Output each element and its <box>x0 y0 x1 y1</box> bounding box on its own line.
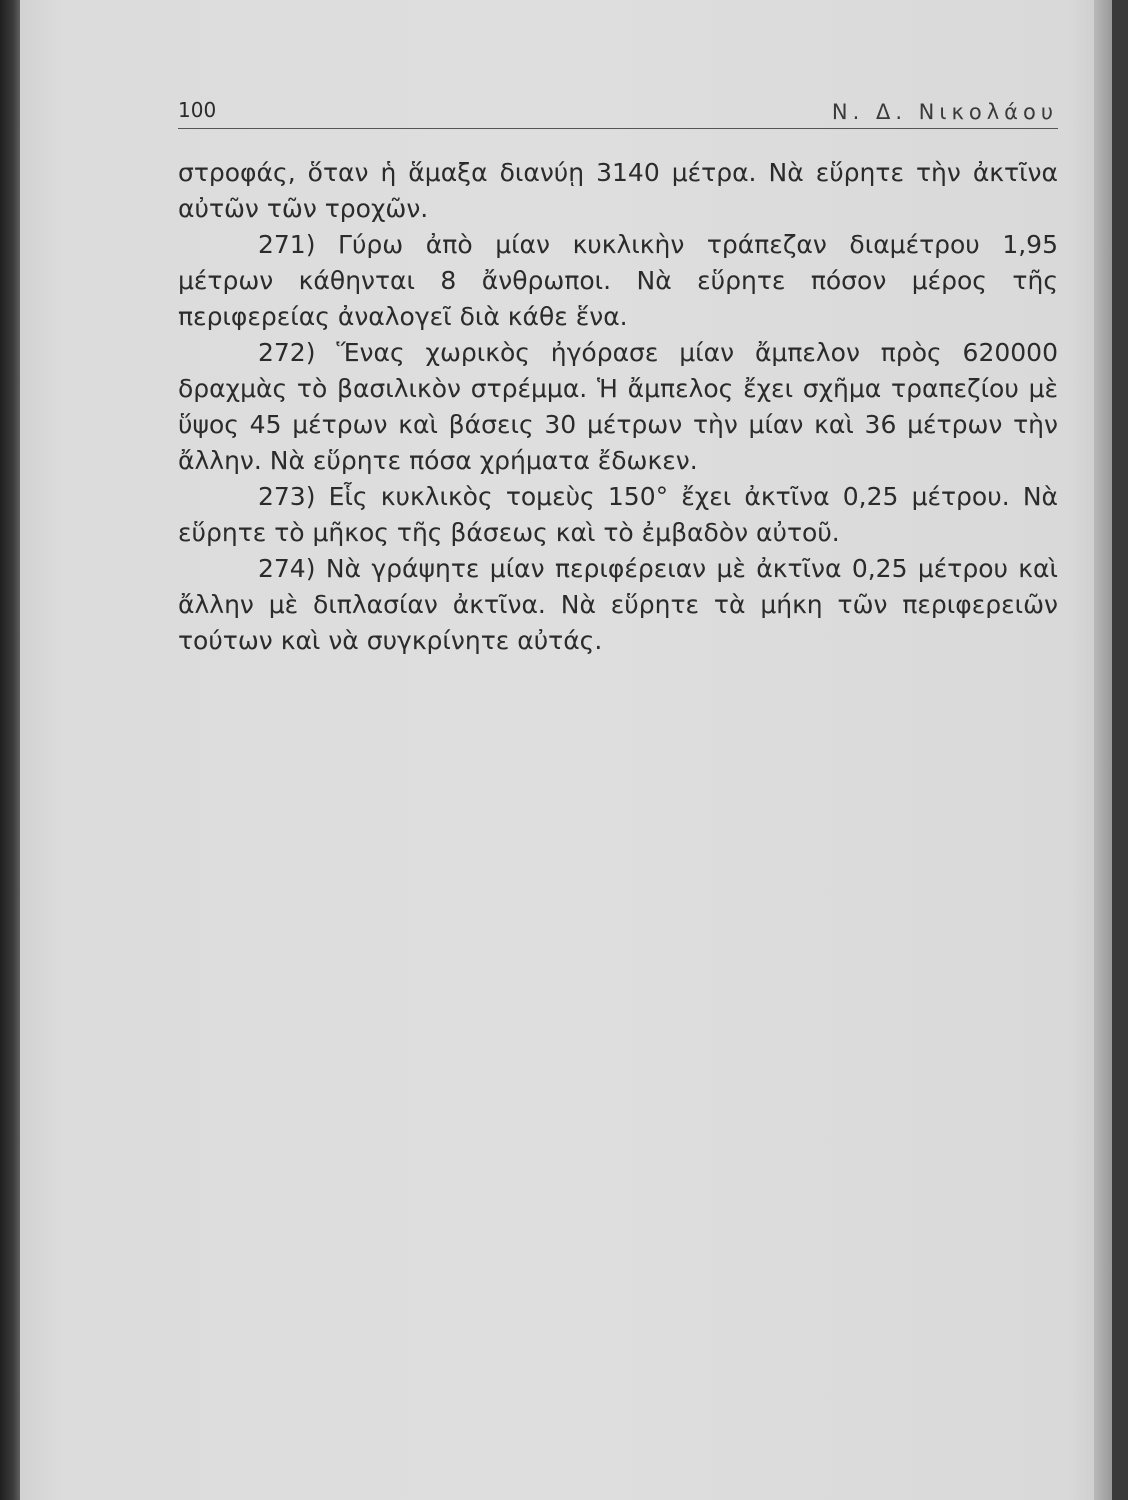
book-spine-shadow <box>0 0 22 1500</box>
paragraph-continuation: στροφάς, ὅταν ἡ ἅμαξα διανύῃ 3140 μέτρα. Νὰ εὕρητε τὴν ἀκτῖνα αὐτῶν τῶν τροχῶν. <box>178 158 1058 223</box>
exercise-271: 271) Γύρω ἀπὸ μίαν κυκλικὴν τράπεζαν διαμέτρου 1,95 μέτρων κάθηνται 8 ἄνθρωποι. Νὰ εὕρητε πόσον μέρος τῆς περιφερείας ἀναλογεῖ διὰ κάθε ἕνα. <box>178 230 1058 331</box>
exercise-273: 273) Εἷς κυκλικὸς τομεὺς 150° ἔχει ἀκτῖνα 0,25 μέτρου. Νὰ εὕρητε τὸ μῆκος τῆς βάσεως καὶ τὸ ἐμβαδὸν αὐτοῦ. <box>178 482 1058 547</box>
page-header <box>178 98 1058 129</box>
page-body <box>178 155 1058 659</box>
page-number: 100 <box>178 98 217 122</box>
exercise-272: 272) Ἕνας χωρικὸς ἠγόρασε μίαν ἄμπελον πρὸς 620000 δραχμὰς τὸ βασιλικὸν στρέμμα. Ἡ ἄμπελος ἔχει σχῆμα τραπεζίου μὲ ὕψος 45 μέτρων καὶ βάσεις 30 μέτρων τὴν μίαν καὶ 36 μέτρων τὴν ἄλλην. Νὰ εὕρητε πόσα χρήματα ἔδωκεν. <box>178 338 1058 475</box>
page-edge <box>1094 0 1112 1500</box>
running-head-author: Ν. Δ. Νικολάου <box>831 100 1058 124</box>
exercise-274: 274) Νὰ γράψητε μίαν περιφέρειαν μὲ ἀκτῖνα 0,25 μέτρου καὶ ἄλλην μὲ διπλασίαν ἀκτῖνα. Νὰ εὕρητε τὰ μήκη τῶν περιφερειῶν τούτων καὶ νὰ συγκρίνητε αὐτάς. <box>178 554 1058 655</box>
